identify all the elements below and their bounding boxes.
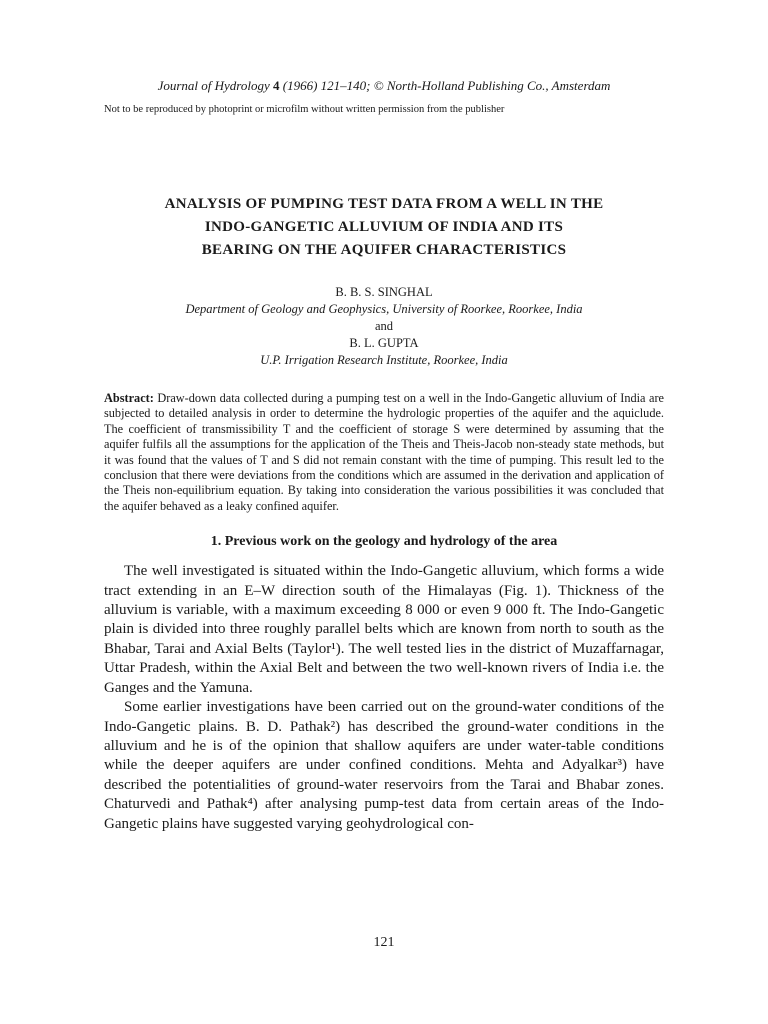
author-conjunction: and [374,319,394,333]
author-name: B. B. S. SINGHAL [335,285,433,299]
author-affiliation: U.P. Irrigation Research Institute, Roorkee, India [260,353,508,367]
author-block [104,284,664,369]
title-line: ANALYSIS OF PUMPING TEST DATA FROM A WELL IN THE [164,196,604,212]
section-heading: 1. Previous work on the geology and hydrology of the area [210,534,558,550]
journal-citation [104,78,664,94]
journal-name: Journal of Hydrology [157,78,270,93]
abstract [104,391,664,514]
paragraph: The well investigated is situated within the Indo-Gangetic alluvium, which forms a wide tract extending in an E–W direction south of the Himalayas (Fig. 1). Thickness of the alluvium is variable, with a maximum exceeding 8 000 or even 9 000 ft. The Indo-Gangetic plain is divided into three roughly parallel belts which are known from north to south as the Bhabar, Tarai and Axial Belts (Taylor¹). The well tested lies in the district of Muzaffarnagar, Uttar Pradesh, within the Axial Belt and between the two well-known rivers of India i.e. the Ganges and the Yamuna. [104,563,664,696]
paragraph: Some earlier investigations have been carried out on the ground-water conditions of the Indo-Gangetic plains. B. D. Pathak²) has described the ground-water conditions in the alluvium and he is of the opinion that shallow aquifers are under water-table conditions while the deeper aquifers are under confined conditions. Mehta and Adyalkar³) have described the potentialities of ground-water reservoirs from the Tarai and Bhabar zones. Chaturvedi and Pathak⁴) after analysing pump-test data from certain areas of the Indo-Gangetic plains have suggested varying geohydrological con- [104,699,664,832]
paper-title [104,193,664,262]
author-affiliation: Department of Geology and Geophysics, University of Roorkee, Roorkee, India [185,302,583,316]
journal-volume: 4 [273,78,280,93]
title-line: BEARING ON THE AQUIFER CHARACTERISTICS [201,242,567,258]
page-number: 121 [373,935,395,950]
abstract-label: Abstract: [104,391,154,405]
reproduction-notice: Not to be reproduced by photoprint or microfilm without written permission from the publisher [104,104,505,115]
journal-year-pages: (1966) 121–140; © North-Holland Publishing Co., Amsterdam [282,78,611,93]
body-text [104,562,664,834]
title-line: INDO-GANGETIC ALLUVIUM OF INDIA AND ITS [204,219,564,235]
abstract-text: Draw-down data collected during a pumping test on a well in the Indo-Gangetic alluvium of India are subjected to detailed analysis in order to determine the hydrologic properties of the aquifer and the aquiclude. The coefficient of transmissibility T and the coefficient of storage S were determined by assuming that the aquifer fulfils all the assumptions for the application of the Theis and Theis-Jacob non-steady state methods, but it was found that the values of T and S did not remain constant with the time of pumping. This result led to the conclusion that there were deviations from the conditions which are assumed in the derivation and application of the Theis non-equilibrium equation. By taking into consideration the various possibilities it was concluded that the aquifer behaved as a leaky confined aquifer. [104,391,664,513]
author-name: B. L. GUPTA [349,336,419,350]
